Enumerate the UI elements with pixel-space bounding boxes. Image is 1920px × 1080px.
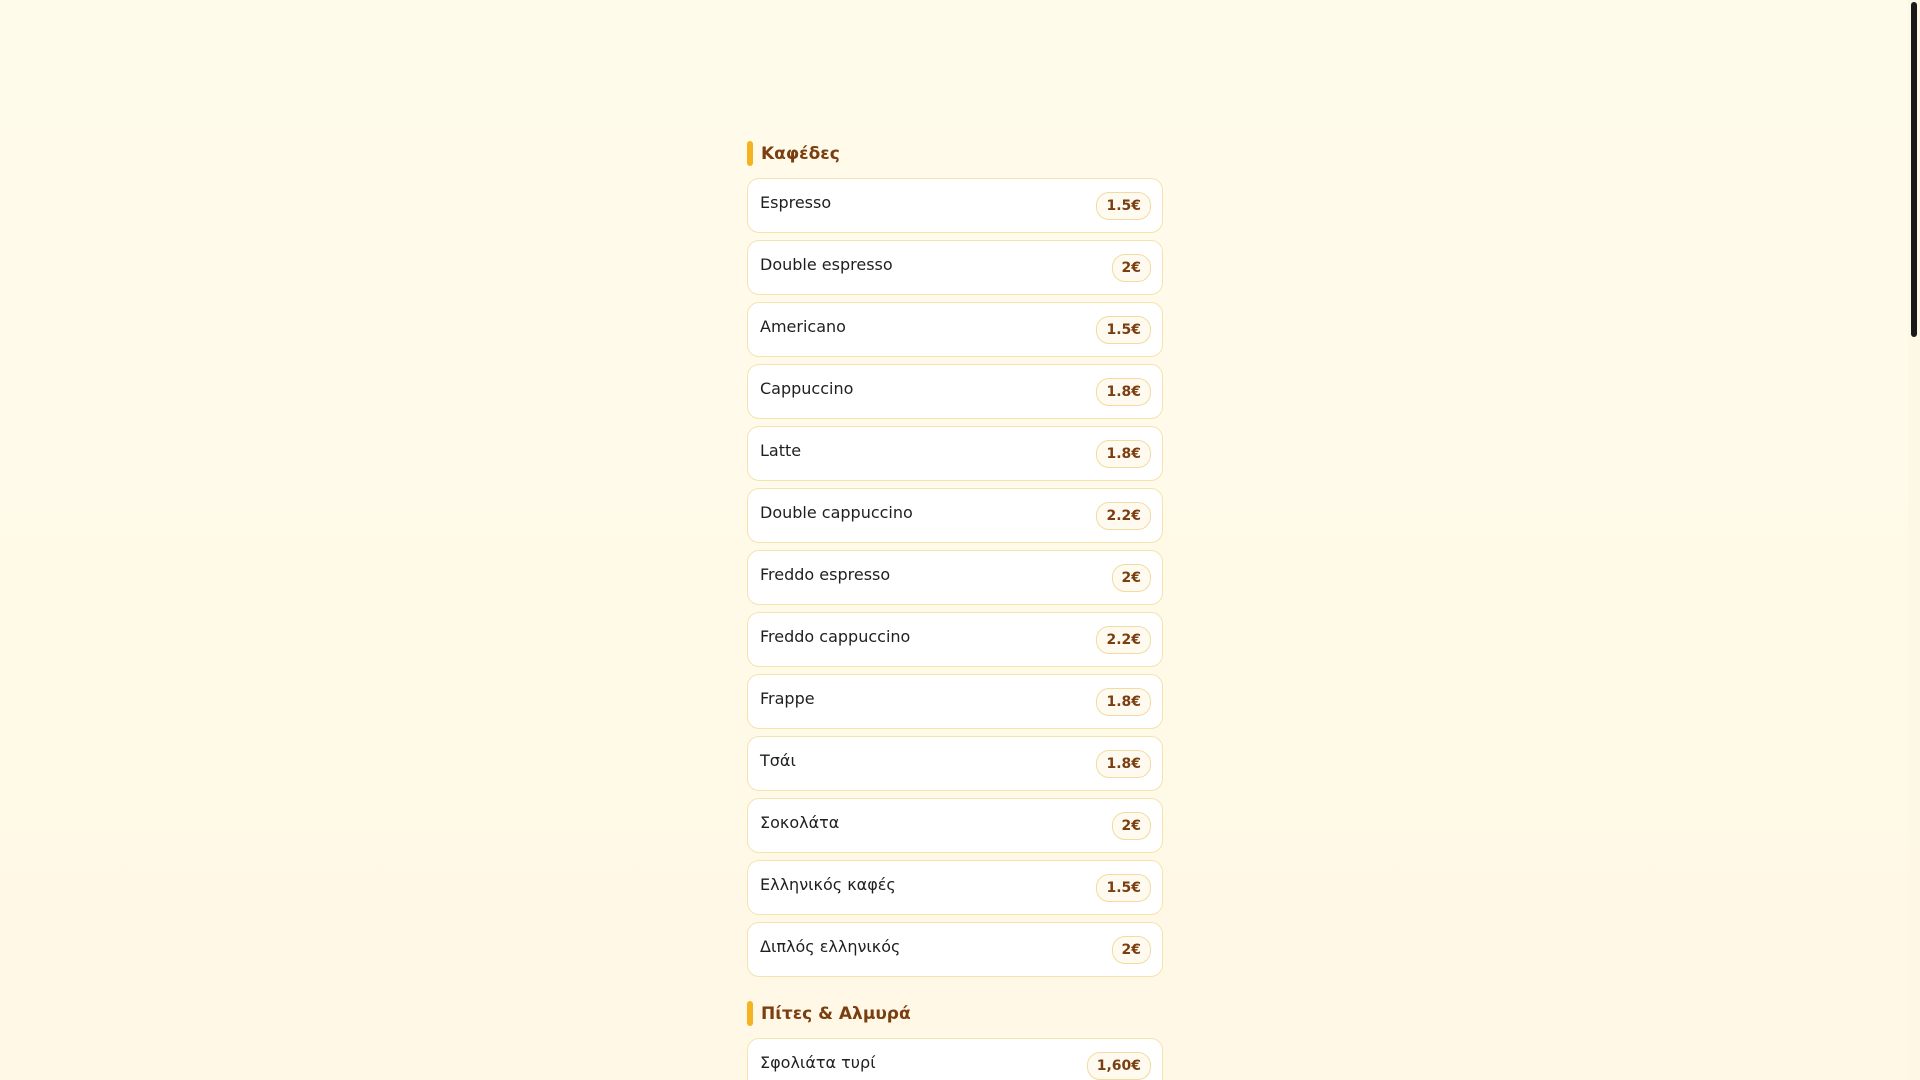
menu-item[interactable]	[747, 364, 1163, 419]
menu-item[interactable]	[747, 736, 1163, 791]
price-badge: 2€	[1112, 564, 1151, 592]
item-name: Τσάι	[760, 751, 796, 770]
price-badge: 1.8€	[1096, 378, 1151, 406]
price-badge: 2€	[1112, 936, 1151, 964]
section-pies-savory	[747, 1001, 1163, 1080]
section-title: Πίτες & Αλμυρά	[761, 1003, 911, 1024]
menu-item[interactable]	[747, 488, 1163, 543]
scrollbar-thumb[interactable]	[1911, 2, 1917, 337]
menu-list	[747, 141, 1163, 1080]
item-name: Frappe	[760, 689, 815, 708]
section-title: Καφέδες	[761, 143, 840, 164]
section-accent-bar	[747, 141, 753, 166]
item-name: Ελληνικός καφές	[760, 875, 896, 894]
menu-item[interactable]	[747, 674, 1163, 729]
price-badge: 1.8€	[1096, 688, 1151, 716]
menu-item[interactable]	[747, 178, 1163, 233]
item-name: Espresso	[760, 193, 832, 212]
menu-item[interactable]	[747, 612, 1163, 667]
menu-item[interactable]	[747, 302, 1163, 357]
menu-item[interactable]	[747, 798, 1163, 853]
item-name: Double cappuccino	[760, 503, 913, 522]
price-badge: 2.2€	[1096, 502, 1151, 530]
item-name: Σοκολάτα	[760, 813, 840, 832]
price-badge: 2.2€	[1096, 626, 1151, 654]
menu-item[interactable]	[747, 922, 1163, 977]
menu-item[interactable]	[747, 240, 1163, 295]
price-badge: 1.5€	[1096, 192, 1151, 220]
item-name: Double espresso	[760, 255, 893, 274]
price-badge: 1.5€	[1096, 874, 1151, 902]
menu-item[interactable]	[747, 550, 1163, 605]
item-name: Διπλός ελληνικός	[760, 937, 901, 956]
item-name: Freddo cappuccino	[760, 627, 911, 646]
price-badge: 1.8€	[1096, 750, 1151, 778]
menu-item[interactable]	[747, 1038, 1163, 1080]
menu-item[interactable]	[747, 426, 1163, 481]
price-badge: 1.8€	[1096, 440, 1151, 468]
section-coffees	[747, 141, 1163, 977]
section-header	[747, 141, 1163, 166]
item-name: Cappuccino	[760, 379, 854, 398]
section-accent-bar	[747, 1001, 753, 1026]
menu-item[interactable]	[747, 860, 1163, 915]
item-name: Latte	[760, 441, 802, 460]
item-name: Σφολιάτα τυρί	[760, 1053, 876, 1072]
price-badge: 2€	[1112, 254, 1151, 282]
price-badge: 1.5€	[1096, 316, 1151, 344]
price-badge: 1,60€	[1087, 1052, 1151, 1080]
section-header	[747, 1001, 1163, 1026]
price-badge: 2€	[1112, 812, 1151, 840]
scrollbar[interactable]	[1908, 0, 1920, 1080]
item-name: Freddo espresso	[760, 565, 891, 584]
item-name: Americano	[760, 317, 846, 336]
